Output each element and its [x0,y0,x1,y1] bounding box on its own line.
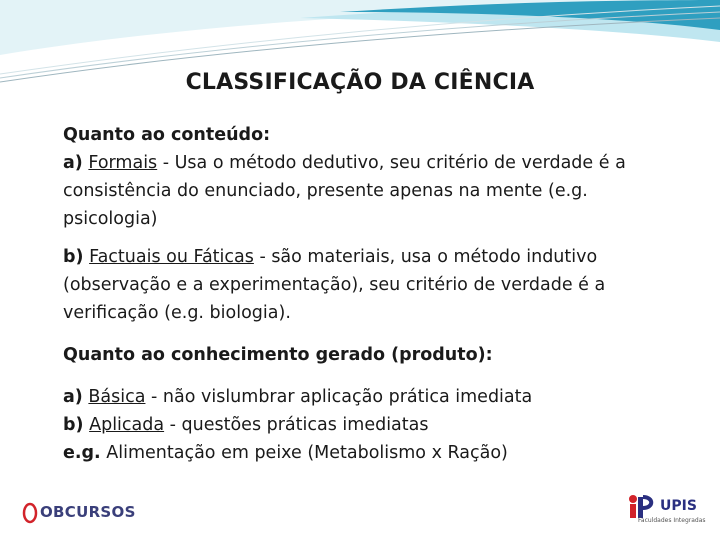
product-b-text: - questões práticas imediatas [164,415,429,435]
product-b-term: Aplicada [89,415,165,435]
example-text: Alimentação em peixe (Metabolismo x Ração) [100,443,508,463]
obcursos-mark-icon [22,502,38,524]
product-b-prefix: b) [63,415,84,435]
product-a-term: Básica [88,387,146,407]
slide-content [63,121,683,467]
item-b-text: - são materiais, usa o método indutivo (observação e a experimentação), seu critério de verdade é a verificação (e.g. biologia). [63,247,606,323]
item-a-paragraph [63,149,683,233]
product-heading: Quanto ao conhecimento gerado (produto): [63,345,493,365]
item-a-text: - Usa o método dedutivo, seu critério de verdade é a consistência do enunciado, presente apenas na mente (e.g. psicologia) [63,153,626,229]
obcursos-logo-text: OBCURSOS [40,503,136,521]
slide-title: CLASSIFICAÇÃO DA CIÊNCIA [185,70,535,95]
example-prefix: e.g. [63,443,101,463]
item-a-prefix: a) [63,153,83,173]
upis-logo [624,494,716,528]
upis-logo-text: UPIS [660,498,697,514]
product-a-prefix: a) [63,387,83,407]
upis-logo-tagline: Faculdades Integradas [638,517,706,524]
content-heading: Quanto ao conteúdo: [63,125,271,145]
example-line [63,439,683,467]
item-b-term: Factuais ou Fáticas [89,247,254,267]
item-a-term: Formais [88,153,158,173]
product-b-line [63,411,683,439]
item-b-prefix: b) [63,247,84,267]
product-a-text: - não vislumbrar aplicação prática imediata [145,387,533,407]
item-b-paragraph [63,243,683,327]
product-a-line [63,383,683,411]
